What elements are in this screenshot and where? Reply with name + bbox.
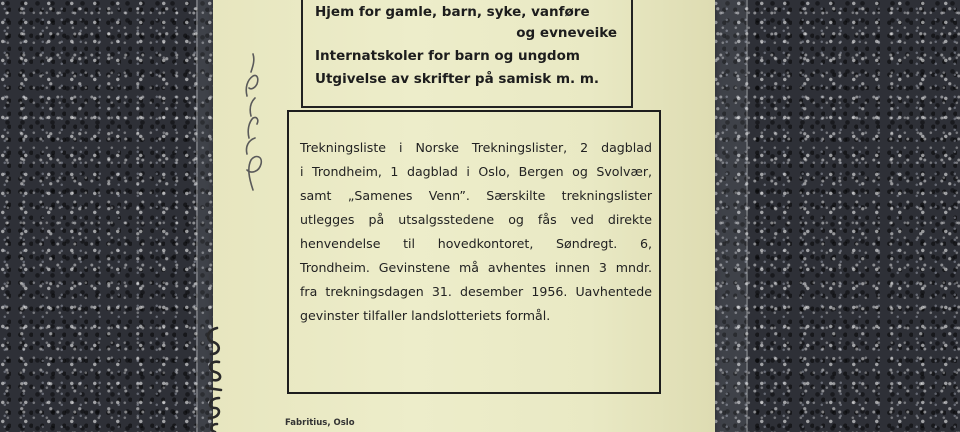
handwritten-ink-mark	[199, 320, 229, 432]
drawing-info-box	[287, 110, 661, 394]
purpose-line-2: og evneveike	[516, 25, 617, 41]
handwritten-signature	[223, 50, 283, 200]
body-line-6: Trondheim. Gevinstene må avhentes innen 3 mndr.	[300, 260, 652, 275]
charity-purposes-box	[301, 0, 633, 108]
body-line-4: utlegges på utsalgsstedene og fås ved direkte	[300, 212, 652, 227]
purpose-line-1: Hjem for gamle, barn, syke, vanføre	[315, 4, 590, 20]
purpose-line-3: Internatskoler for barn og ungdom	[315, 48, 580, 64]
printer-imprint: Fabritius, Oslo	[285, 418, 355, 428]
body-line-7: fra trekningsdagen 31. desember 1956. Uavhentede	[300, 284, 652, 299]
lottery-ticket-card	[213, 0, 715, 432]
body-line-2: i Trondheim, 1 dagblad i Oslo, Bergen og Svolvær,	[300, 164, 652, 179]
body-line-3: samt „Samenes Venn”. Særskilte trekningslister	[300, 188, 652, 203]
drawing-info-text	[300, 136, 652, 328]
body-line-1: Trekningsliste i Norske Trekningslister, 2 dagblad	[300, 140, 652, 155]
body-line-8: gevinster tilfaller landslotteriets formål.	[300, 308, 551, 323]
purpose-line-4: Utgivelse av skrifter på samisk m. m.	[315, 71, 600, 87]
body-line-5: henvendelse til hovedkontoret, Søndregt. 6,	[300, 236, 652, 251]
